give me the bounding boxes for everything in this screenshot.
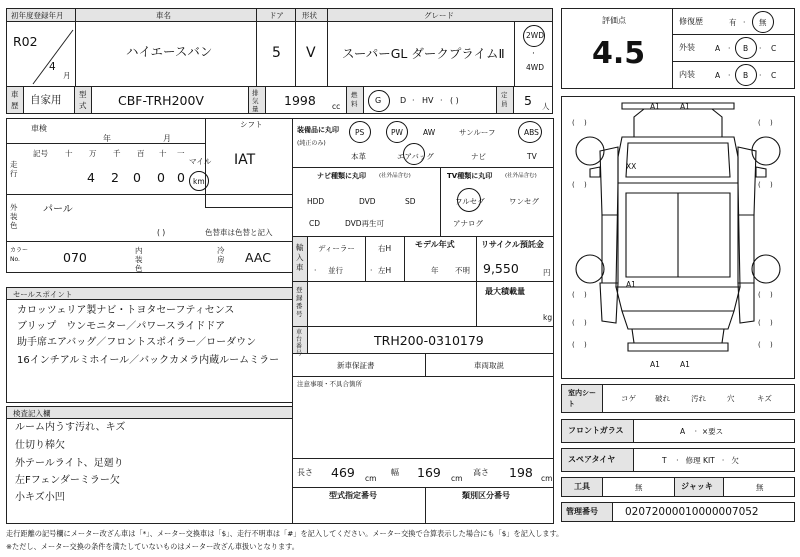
drive-2wd: 2WD (526, 31, 544, 40)
import-dealer: ディーラー (318, 244, 355, 253)
fuel-hv: HV (422, 96, 434, 105)
interior-b: B (743, 71, 749, 80)
shape-header (295, 8, 328, 22)
equip-abs: ABS (524, 128, 539, 137)
svg-text:( ): ( ) (758, 341, 773, 349)
mileage-km-circle (189, 171, 209, 191)
recycle-yen: 円 (543, 268, 551, 277)
repair-no-circle (752, 11, 774, 33)
tools-cell (602, 477, 675, 497)
tv-analog: アナログ (453, 219, 483, 228)
recycle-label: リサイクル預託金 (481, 240, 544, 249)
mileage-cell (6, 143, 212, 195)
svg-text:( ): ( ) (572, 291, 587, 299)
damage-a1-rear-left: A1 (626, 280, 636, 289)
repair-label: 修復歴 (679, 17, 703, 26)
length-label: 長さ (297, 468, 313, 477)
first-reg-month-unit: 月 (63, 71, 71, 80)
exterior-row (672, 34, 795, 62)
footer-note-2: ※ただし、メーター交換の条件を満たしていないものはメーター改ざん車扱いとなります。 (6, 542, 299, 551)
chassis-label-cell (292, 326, 308, 357)
sales-point-header (6, 287, 293, 300)
interior-label: 内装 (679, 70, 695, 79)
mileage-digit-2: 2 (111, 170, 119, 185)
mileage-digit-4: 0 (157, 170, 165, 185)
drive-cell (514, 21, 553, 87)
capacity-value: 5 (524, 93, 532, 108)
shift-label: シフト (240, 120, 263, 129)
glass-label-cell (561, 419, 634, 443)
max-load-label: 最大積載量 (485, 287, 525, 296)
spare-cell (633, 448, 795, 472)
grade-header (327, 8, 553, 22)
doors-cell (256, 21, 296, 87)
tools-label: 工具 (574, 482, 590, 491)
model-label-1: 型 (79, 90, 87, 99)
capacity-cell (513, 86, 553, 114)
displacement-value: 1998 (284, 93, 316, 108)
repair-yes: 有 (729, 18, 737, 27)
equip-airbag: エアバッグ (397, 152, 434, 161)
fuel-other: ( ) (450, 96, 459, 105)
seat-hole: 穴 (727, 394, 735, 403)
shape-label: 形状 (302, 11, 317, 20)
inspection-header (6, 406, 293, 419)
exterior-dot2: · (759, 44, 762, 53)
sales-point-box (6, 287, 293, 403)
model-value: CBF-TRH200V (118, 93, 204, 108)
svg-text:( ): ( ) (758, 119, 773, 127)
door-header (256, 8, 296, 22)
capacity-unit: 人 (542, 102, 550, 111)
mileage-digit-3: 0 (133, 170, 141, 185)
mileage-km: km (193, 177, 205, 186)
fuel-label-cell (346, 86, 364, 114)
mileage-digit-1: 4 (87, 170, 95, 185)
mgmt-label: 管理番号 (566, 507, 598, 516)
car-name-value: ハイエースバン (126, 44, 213, 59)
fuel-cell (363, 86, 497, 114)
handle-cell (365, 236, 405, 282)
handle-right: 右H (378, 244, 392, 253)
glass-cell (633, 419, 795, 443)
width-value: 169 (417, 465, 441, 480)
tv-fullseg-circle (457, 188, 481, 212)
import-label-cell (292, 236, 308, 282)
use-value: 自家用 (30, 94, 62, 106)
navi-sd: SD (405, 197, 416, 206)
chassis-label: 車台番号 (296, 329, 303, 357)
doors-value: 5 (272, 45, 281, 61)
car-name-label: 車名 (156, 11, 171, 20)
car-diagram (562, 97, 794, 378)
length-value: 469 (331, 465, 355, 480)
repair-dot: · (743, 18, 746, 27)
eval-score: 4.5 (592, 36, 646, 71)
mileage-unit-3: 千 (113, 149, 121, 158)
svg-text:( ): ( ) (758, 181, 773, 189)
fuel-dot2: · (440, 96, 443, 105)
notes-label: 注意事項・不具合箇所 (297, 380, 362, 388)
mgmt-label-cell (561, 502, 613, 522)
recycle-value: 9,550 (483, 261, 519, 276)
equip-sunroof: サンルーフ (459, 128, 496, 137)
sales-point-3: 助手席エアバッグ／フロントスポイラー／ローダウン (17, 337, 257, 348)
fuel-g: G (375, 96, 382, 105)
glass-value: A · ×要ス (680, 427, 724, 436)
color-change-note: 色替車は色替と記入 (205, 228, 273, 237)
tv-sub-note: (社外品含む) (505, 173, 537, 179)
jack-cell (723, 477, 795, 497)
warranty-label: 新車保証書 (337, 361, 375, 370)
capacity-label-cell (496, 86, 514, 114)
navi-dvd: DVD (359, 197, 376, 206)
use-cell (23, 86, 75, 114)
tv-fullseg: フルセグ (455, 197, 485, 206)
model-year-cell (404, 236, 477, 282)
navi-sub-note: (社外品含む) (379, 173, 411, 179)
chassis-cell (307, 326, 554, 354)
seat-label-cell (561, 384, 603, 413)
import-dot: · (314, 266, 317, 275)
repair-no: 無 (759, 18, 767, 27)
equipment-label: 装備品に丸印 (297, 126, 339, 134)
drive-2wd-circle (523, 25, 545, 47)
seat-cell (602, 384, 795, 413)
svg-text:( ): ( ) (572, 119, 587, 127)
footer-note-1: 走行距離の記号欄にメーター改ざん車は「*」、メーター交換車は「$」、走行不明車は「#」を記入してください。メーター交換で合算表示した場合にも「$」を記入します。 (6, 529, 564, 538)
use-label-cell (6, 86, 24, 114)
mgmt-cell (612, 502, 795, 522)
width-unit: cm (451, 474, 463, 483)
shaken-label: 車検 (31, 124, 47, 133)
reg-cell (307, 281, 477, 327)
use-label-1: 車 (11, 90, 19, 99)
width-label: 幅 (391, 468, 399, 477)
reg-label: 登録番号 (296, 286, 303, 318)
tools-label-cell (561, 477, 603, 497)
inspection-1: ルーム内うす汚れ、キズ (15, 422, 126, 433)
sales-point-label: セールスポイント (13, 290, 73, 299)
door-label: ドア (269, 11, 284, 20)
navi-cd: CD (309, 219, 321, 228)
svg-text:( ): ( ) (572, 341, 587, 349)
drive-dot: · (532, 49, 535, 59)
inspection-4: 左Fフェンダーミラー欠 (15, 475, 120, 486)
drive-4wd: 4WD (526, 63, 544, 72)
mileage-unit-6: 一 (177, 149, 185, 158)
displacement-label-cell (248, 86, 266, 114)
mileage-unit-4: 百 (137, 149, 145, 158)
equip-tv: TV (527, 152, 537, 161)
equip-navi: ナビ (471, 152, 486, 161)
color-no-value: 070 (63, 250, 87, 265)
navi-type-cell (292, 167, 441, 237)
tv-type-cell (440, 167, 554, 237)
color-label: 外装色 (10, 203, 18, 230)
shape-value: V (306, 45, 316, 61)
ruibetsu-label: 類別区分番号 (462, 491, 510, 500)
grade-label: グレード (424, 11, 454, 20)
equip-abs-circle (518, 121, 542, 143)
max-load-cell (476, 281, 554, 327)
car-name-cell (75, 21, 257, 87)
import-parallel: 並行 (328, 266, 343, 275)
navi-dvd-playback: DVD再生可 (345, 219, 385, 228)
interior-dot2: · (759, 71, 762, 80)
interior-b-circle (735, 64, 757, 86)
import-origin-cell (307, 236, 366, 282)
grade-cell (327, 21, 515, 87)
ac-value: AAC (245, 250, 271, 265)
exterior-b-circle (735, 37, 757, 59)
fuel-label: 燃料 (351, 91, 358, 108)
damage-xx-left: XX (626, 162, 637, 171)
jack-label-cell (674, 477, 724, 497)
chassis-value: TRH200-0310179 (374, 333, 484, 348)
seat-label: 室内シート (568, 389, 596, 408)
inspection-box (6, 406, 293, 524)
mgmt-value: 02072000010000007052 (625, 506, 759, 518)
model-year-unknown: 不明 (455, 266, 470, 275)
color-cell (6, 194, 293, 242)
model-label-cell (74, 86, 92, 114)
first-reg-label: 初年度登録年月 (11, 11, 64, 20)
fuel-dot1: · (412, 96, 415, 105)
svg-text:( ): ( ) (572, 181, 587, 189)
equipment-sub: (純正のみ) (297, 140, 326, 147)
notes-cell (292, 376, 554, 459)
tools-value: 無 (635, 483, 643, 492)
seat-scratch: キズ (757, 394, 772, 403)
manual-label: 車両取説 (474, 361, 504, 370)
model-label-2: 式 (79, 101, 87, 110)
height-value: 198 (509, 465, 533, 480)
exterior-a: A (715, 44, 721, 53)
damage-a1-rear-2: A1 (680, 360, 690, 369)
model-year-unit: 年 (431, 266, 439, 275)
ac-label: 冷房 (217, 246, 225, 264)
equip-pw-circle (386, 121, 408, 143)
svg-text:( ): ( ) (758, 291, 773, 299)
interior-c: C (771, 71, 777, 80)
shaken-month: 月 (163, 134, 171, 143)
equip-ps: PS (355, 128, 365, 137)
sales-point-4: 16インチアルミホイール／バックカメラ内蔵ルームミラー (17, 355, 280, 366)
equip-leather: 本革 (351, 152, 366, 161)
equip-airbag-circle (403, 143, 425, 165)
mileage-unit-2: 万 (89, 149, 97, 158)
mileage-digit-5: 0 (177, 170, 185, 185)
capacity-label: 定員 (501, 91, 508, 108)
dimensions-row (292, 458, 554, 488)
ruibetsu-cell (425, 487, 554, 524)
first-reg-cell (6, 21, 76, 87)
first-reg-month: 4 (49, 61, 56, 73)
mileage-unit-5: 十 (159, 149, 167, 158)
tv-oneseg: ワンセグ (509, 197, 539, 206)
grade-value: スーパーGL ダークプライムⅡ (342, 46, 505, 61)
interior-dot1: · (728, 71, 731, 80)
navi-hdd: HDD (307, 197, 325, 206)
spare-label: スペアタイヤ (568, 455, 616, 464)
spare-label-cell (561, 448, 634, 472)
jack-label: ジャッキ (681, 482, 713, 491)
tv-type-label: TV種類に丸印 (447, 172, 493, 180)
use-label-2: 歴 (11, 101, 19, 110)
seat-tear: 破れ (655, 394, 670, 403)
equip-ps-circle (349, 121, 371, 143)
equipment-cell (292, 118, 554, 168)
recycle-cell (476, 236, 554, 282)
sales-point-1: カロッツェリア製ナビ・トヨタセーフティセンス (17, 305, 235, 316)
damage-a1-rear-1: A1 (650, 360, 660, 369)
inspection-2: 仕切り棒欠 (15, 440, 65, 451)
shape-cell (295, 21, 328, 87)
height-label: 高さ (473, 468, 489, 477)
repair-row (672, 8, 795, 35)
svg-text:( ): ( ) (572, 319, 587, 327)
exterior-c: C (771, 44, 777, 53)
import-label: 輸入車 (296, 243, 304, 272)
handle-dot: · (370, 266, 373, 275)
fuel-g-circle (368, 90, 390, 112)
mileage-symbol-label: 記号 (33, 149, 48, 158)
color-paren: ( ) (157, 228, 166, 237)
navi-type-label: ナビ種類に丸印 (317, 172, 366, 180)
inspection-label: 検査記入欄 (13, 409, 51, 418)
mileage-mile: マイル (189, 157, 212, 166)
max-load-unit: kg (543, 313, 553, 322)
interior-a: A (715, 71, 721, 80)
warranty-cell (292, 353, 426, 377)
exterior-dot1: · (728, 44, 731, 53)
svg-text:( ): ( ) (758, 319, 773, 327)
first-reg-header (6, 8, 76, 22)
katashiki-label: 型式指定番号 (329, 491, 377, 500)
eval-label: 評価点 (602, 16, 626, 25)
displacement-label: 排気量 (252, 89, 259, 113)
equip-aw: AW (423, 128, 436, 137)
car-name-header (75, 8, 257, 22)
exterior-b: B (743, 44, 749, 53)
interior-row (672, 61, 795, 89)
inspection-5: 小キズ小凹 (15, 492, 65, 503)
damage-a1-front-left: A1 (650, 102, 660, 111)
seat-burn: コゲ (621, 394, 636, 403)
handle-left: 左H (378, 266, 392, 275)
color-no-label: カラーNo. (10, 247, 29, 263)
equip-pw: PW (391, 128, 403, 137)
car-diagram-box (561, 96, 795, 379)
seat-stain: 汚れ (691, 394, 706, 403)
model-year-label: モデル年式 (415, 240, 455, 249)
jack-value: 無 (756, 483, 764, 492)
shaken-cell (6, 118, 206, 144)
height-unit: cm (541, 474, 553, 483)
color-no-row (6, 241, 293, 273)
manual-cell (425, 353, 554, 377)
fuel-d: D (400, 96, 407, 105)
spare-value: T · 修理 KIT · 欠 (662, 456, 739, 465)
shaken-year: 年 (103, 134, 111, 143)
shift-value: IAT (234, 152, 256, 168)
katashiki-cell (292, 487, 426, 524)
inspection-3: 外テールライト、足廻り (15, 458, 124, 469)
displacement-unit: cc (332, 102, 341, 111)
displacement-cell (265, 86, 347, 114)
mileage-unit-1: 十 (65, 149, 73, 158)
length-unit: cm (365, 474, 377, 483)
first-reg-era: R02 (13, 34, 38, 49)
sales-point-2: ブリップ ウンモニター／パワースライドドア (17, 321, 226, 332)
interior-color-label: 内装色 (135, 246, 143, 273)
damage-a1-front-right: A1 (680, 102, 690, 111)
color-value: パール (43, 204, 73, 215)
mileage-label: 走行 (10, 160, 18, 178)
exterior-label: 外装 (679, 43, 695, 52)
glass-label: フロントガラス (568, 426, 624, 435)
reg-label-cell (292, 281, 308, 327)
model-cell (91, 86, 249, 114)
